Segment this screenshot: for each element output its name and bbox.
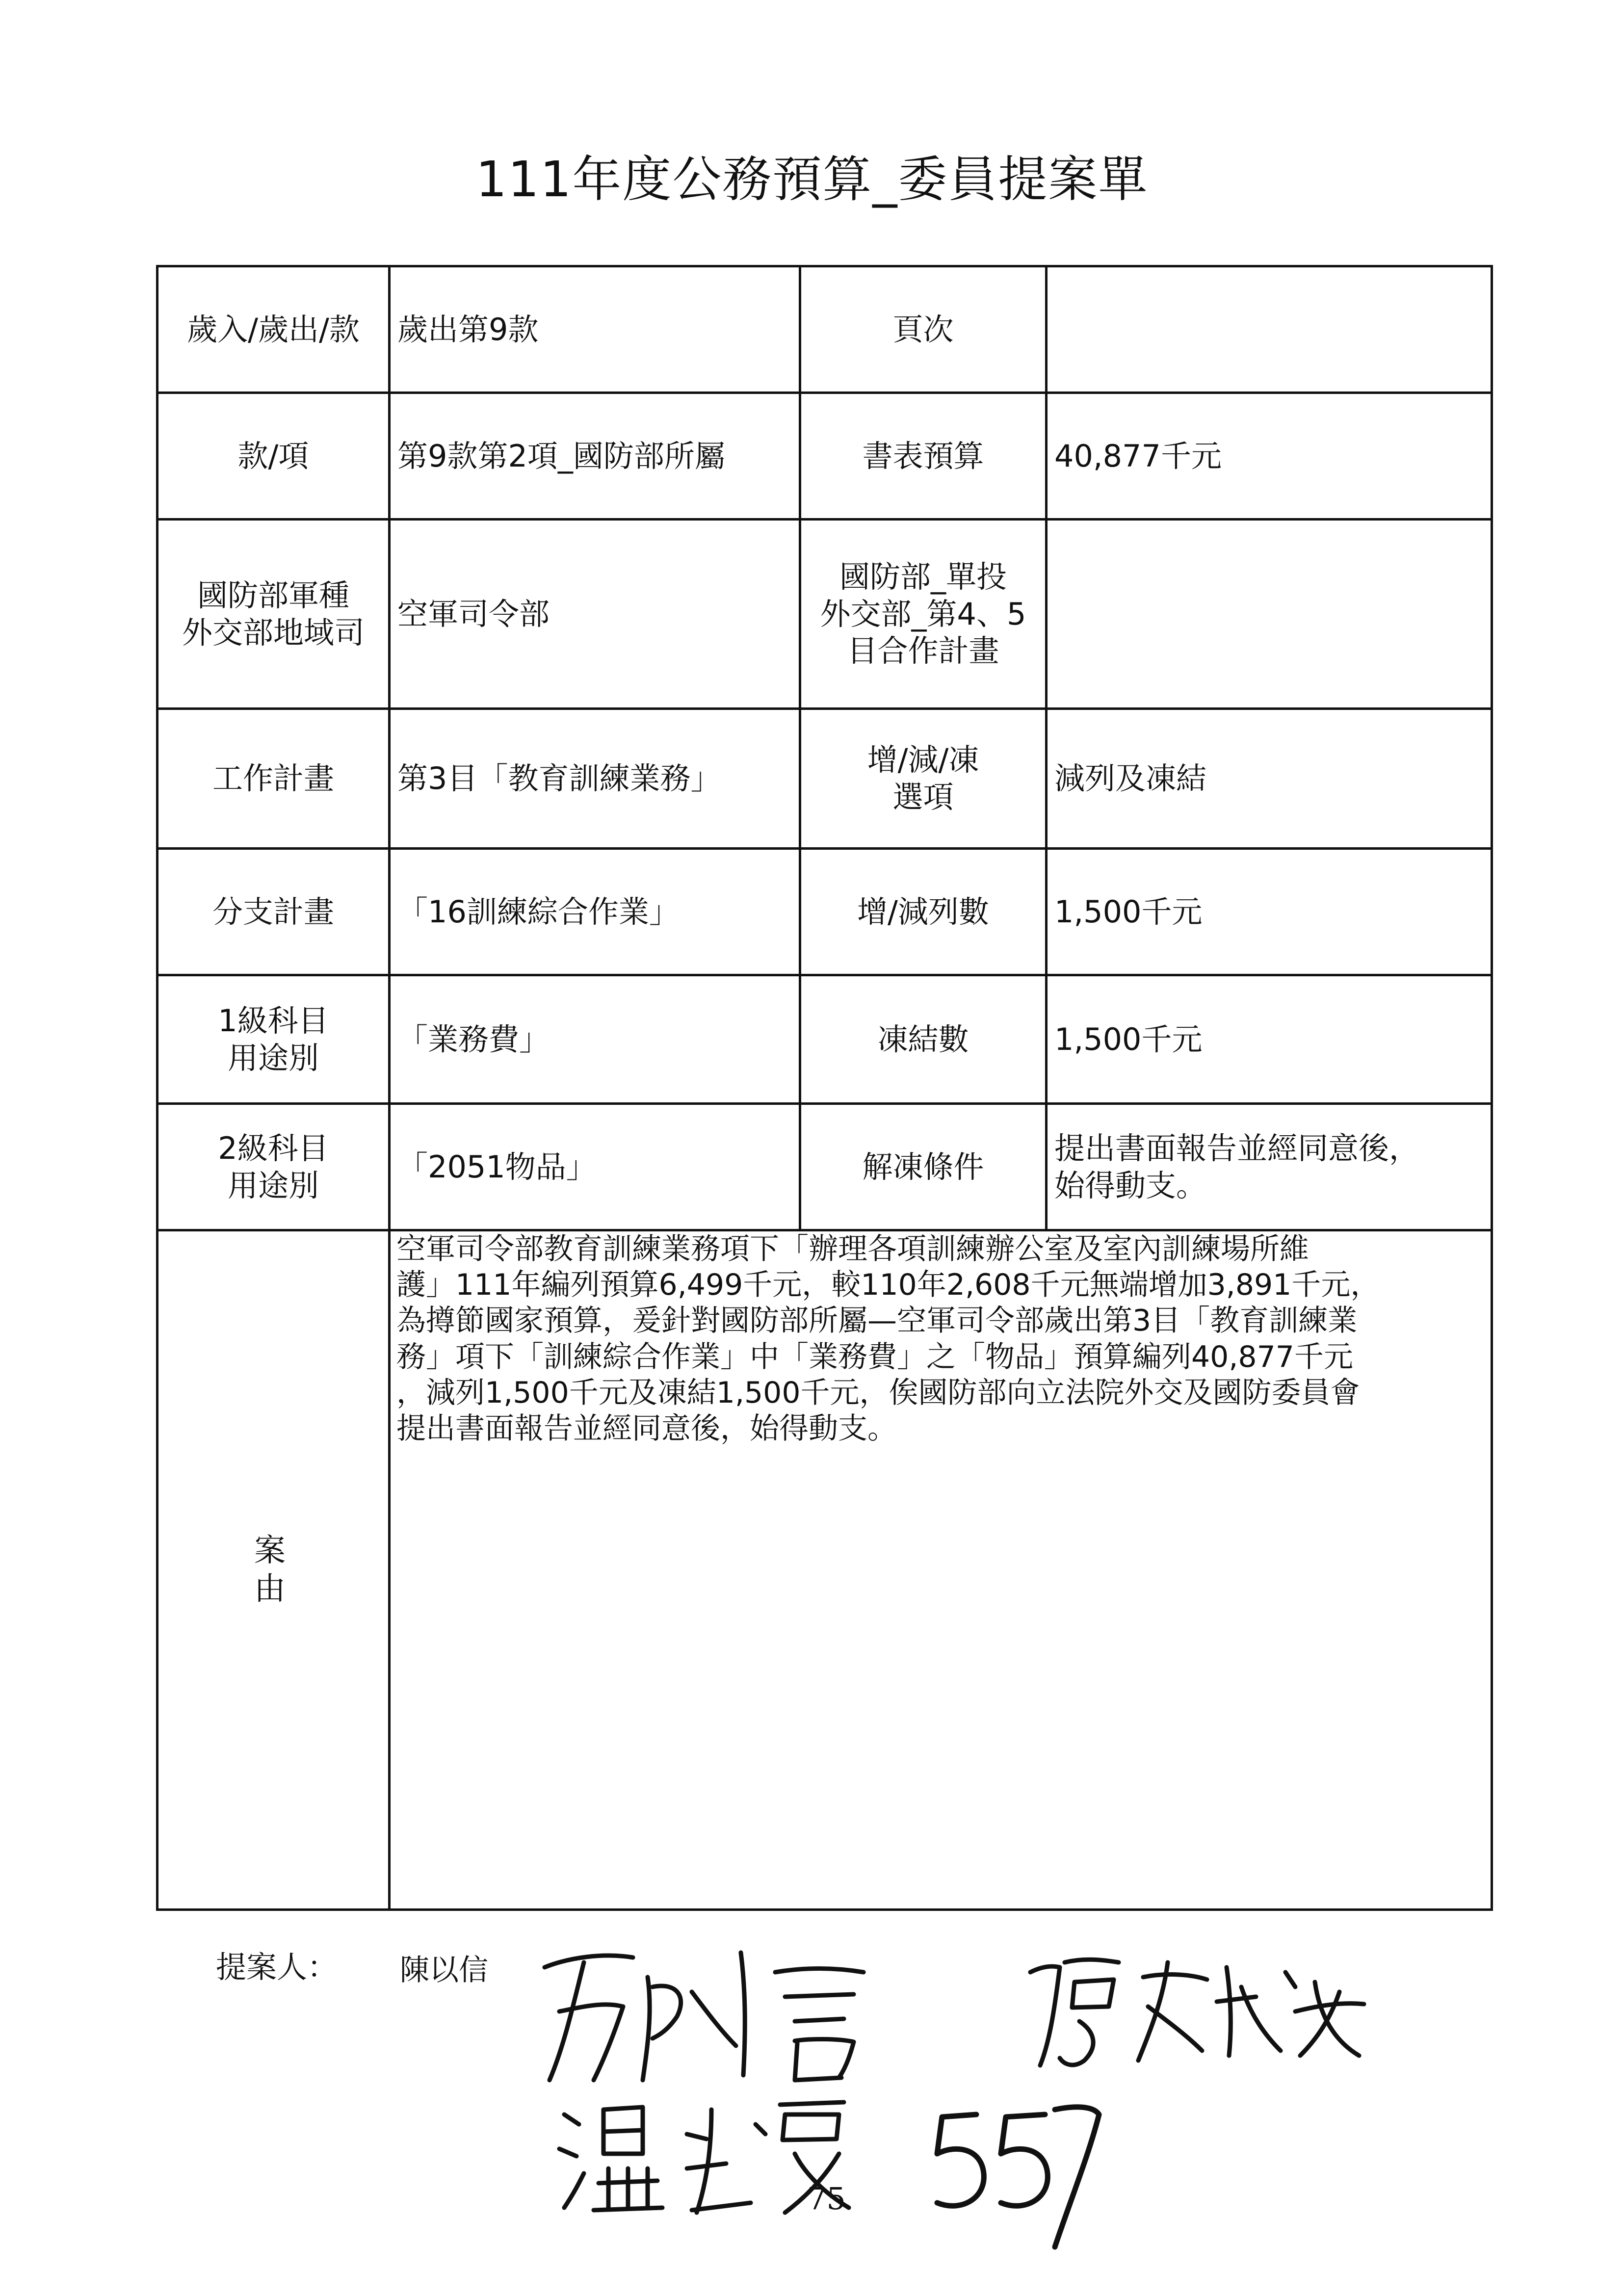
field-value-level1-subject: 「業務費」 bbox=[390, 975, 800, 1104]
field-value-line: 始得動支。 bbox=[1054, 1167, 1207, 1203]
table-row bbox=[157, 520, 1492, 709]
field-value-adjust-amount: 1,500千元 bbox=[1047, 849, 1492, 975]
table-row bbox=[157, 709, 1492, 849]
field-label-line: 選項 bbox=[892, 779, 954, 815]
field-label-work-plan: 工作計畫 bbox=[157, 709, 390, 849]
form-title: 111年度公務預算_委員提案單 bbox=[475, 151, 1149, 208]
reason-line: 務」項下「訓練綜合作業」中「業務費」之「物品」預算編列40,877千元 bbox=[396, 1339, 1353, 1374]
reason-line: 護」111年編列預算6,499千元，較110年2,608千元無端增加3,891千元， bbox=[396, 1268, 1380, 1303]
field-label-level2-subject bbox=[157, 1104, 390, 1230]
field-label-unfreeze-condition: 解凍條件 bbox=[800, 1104, 1047, 1230]
field-value-service-branch: 空軍司令部 bbox=[390, 520, 800, 709]
signature-2 bbox=[1021, 1933, 1374, 2080]
field-label-line: 1級科目 bbox=[218, 1002, 329, 1039]
field-label-freeze-amount: 凍結數 bbox=[800, 975, 1047, 1104]
field-label-line: 國防部軍種 bbox=[197, 577, 349, 613]
field-label-adjust-amount: 增/減列數 bbox=[800, 849, 1047, 975]
field-label-line: 2級科目 bbox=[218, 1130, 329, 1166]
proposer-name: 陳以信 bbox=[400, 1953, 488, 1987]
reason-text bbox=[390, 1230, 1492, 1910]
field-label-line: 外交部地域司 bbox=[182, 614, 365, 651]
field-label-statement-budget: 書表預算 bbox=[800, 393, 1047, 520]
proposal-form-table bbox=[156, 265, 1493, 1911]
field-label-line: 用途別 bbox=[227, 1040, 319, 1076]
table-row bbox=[157, 849, 1492, 975]
field-label-line: 增/減/凍 bbox=[867, 742, 979, 778]
table-row bbox=[157, 1104, 1492, 1230]
field-value-cooperation-plan bbox=[1047, 520, 1492, 709]
field-label-section-item: 款/項 bbox=[157, 393, 390, 520]
field-label-adjust-option bbox=[800, 709, 1047, 849]
reason-line: 提出書面報告並經同意後，始得動支。 bbox=[396, 1411, 897, 1446]
field-value-branch-plan: 「16訓練綜合作業」 bbox=[390, 849, 800, 975]
handwritten-number bbox=[922, 2095, 1109, 2262]
table-row bbox=[157, 1230, 1492, 1910]
proposer-label: 提案人： bbox=[216, 1949, 338, 1985]
field-value-page bbox=[1047, 266, 1492, 393]
field-label-service-branch bbox=[157, 520, 390, 709]
field-value-freeze-amount: 1,500千元 bbox=[1047, 975, 1492, 1104]
field-value-line: 提出書面報告並經同意後， bbox=[1054, 1130, 1420, 1166]
field-label-line: 目合作計畫 bbox=[847, 633, 999, 669]
field-label-line: 國防部_單投 bbox=[839, 559, 1007, 595]
reason-line: 空軍司令部教育訓練業務項下「辦理各項訓練辦公室及室內訓練場所維 bbox=[396, 1232, 1309, 1266]
field-label-line: 用途別 bbox=[227, 1167, 319, 1203]
field-label-cooperation-plan bbox=[800, 520, 1047, 709]
table-row bbox=[157, 266, 1492, 393]
reason-line: 為撙節國家預算，爰針對國防部所屬—空軍司令部歲出第3目「教育訓練業 bbox=[396, 1304, 1358, 1338]
field-label-budget-category: 歲入/歲出/款 bbox=[157, 266, 390, 393]
page-number: 75 bbox=[807, 2181, 846, 2217]
field-value-section-item: 第9款第2項_國防部所屬 bbox=[390, 393, 800, 520]
signature-1 bbox=[530, 1933, 913, 2100]
field-label-line: 外交部_第4、5 bbox=[820, 596, 1026, 632]
reason-line: ，減列1,500千元及凍結1,500千元，俟國防部向立法院外交及國防委員會 bbox=[396, 1375, 1360, 1410]
field-label-branch-plan: 分支計畫 bbox=[157, 849, 390, 975]
table-row bbox=[157, 393, 1492, 520]
field-value-budget-category: 歲出第9款 bbox=[390, 266, 800, 393]
field-label-page: 頁次 bbox=[800, 266, 1047, 393]
table-row bbox=[157, 975, 1492, 1104]
field-label-level1-subject bbox=[157, 975, 390, 1104]
field-value-statement-budget: 40,877千元 bbox=[1047, 393, 1492, 520]
field-value-level2-subject: 「2051物品」 bbox=[390, 1104, 800, 1230]
field-value-work-plan: 第3目「教育訓練業務」 bbox=[390, 709, 800, 849]
field-value-adjust-option: 減列及凍結 bbox=[1047, 709, 1492, 849]
field-value-unfreeze-condition bbox=[1047, 1104, 1492, 1230]
reason-label: 案由 bbox=[157, 1230, 390, 1910]
